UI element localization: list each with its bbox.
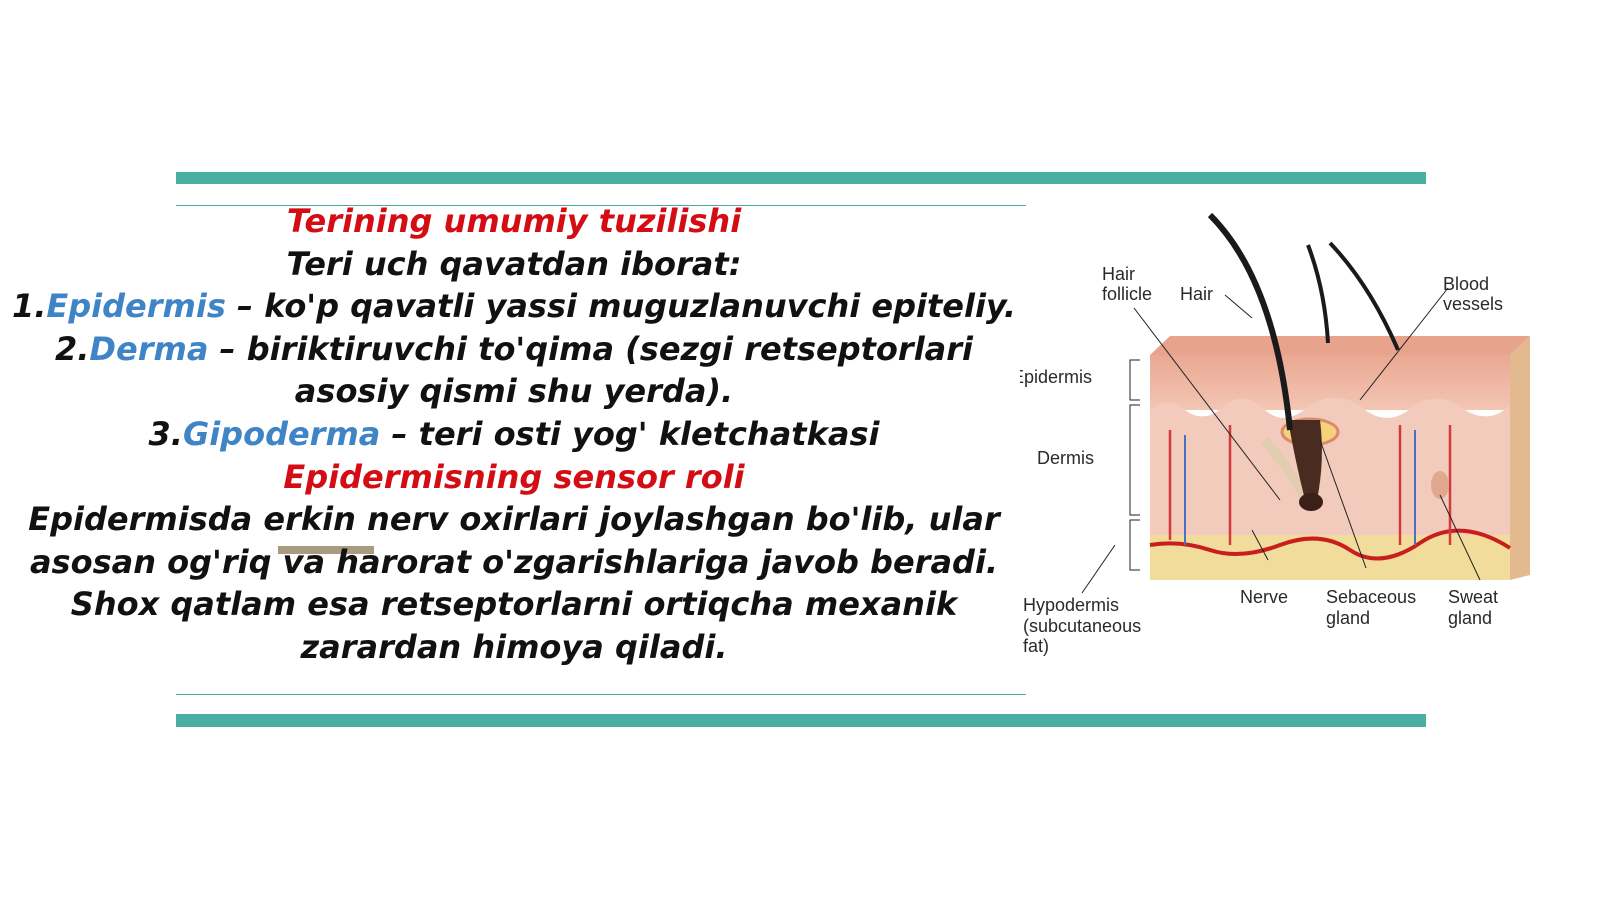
sweat-gland-shape [1431, 471, 1449, 499]
dermis-layer [1150, 398, 1510, 535]
bottom-accent-bar [176, 714, 1426, 727]
bottom-divider-line [176, 694, 1026, 695]
intro-line: Teri uch qavatdan iborat: [286, 244, 742, 283]
layer-item-epidermis [8, 285, 1020, 328]
label-epidermis: Epidermis [1020, 367, 1093, 387]
label-sweat-gland: Sweat gland [1448, 587, 1499, 628]
skin-diagram-svg [1020, 200, 1580, 680]
hair-bulb [1299, 493, 1323, 511]
slide-title: Terining umumiy tuzilishi [286, 202, 742, 240]
section-subtitle: Epidermisning sensor roli [283, 457, 745, 496]
layer-number: 2. [55, 329, 90, 368]
layer-item-derma [8, 328, 1020, 413]
slide-text [8, 200, 1020, 669]
body-paragraph: Epidermisda erkin nerv oxirlari joylashgan bo'lib, ular asosan og'riq va harorat o'zgarishlariga javob beradi. Shox qatlam esa retseptorlarni ortiqcha mexanik zarardan himoya qiladi. [28, 500, 1000, 666]
layer-description: – teri osti yog' kletchatkasi [380, 414, 880, 453]
label-hypodermis: Hypodermis (subcutaneous fat) [1023, 595, 1142, 656]
layer-term: Epidermis [46, 287, 226, 326]
hair-strand-2 [1308, 245, 1328, 343]
label-blood-vessels: Blood vessels [1443, 274, 1504, 314]
layer-term: Gipoderma [182, 414, 381, 453]
layer-description: – biriktiruvchi to'qima (sezgi retseptorlari asosiy qismi shu yerda). [208, 329, 973, 411]
label-sebaceous-gland: Sebaceous gland [1326, 587, 1417, 628]
label-hair-follicle: Hair follicle [1102, 264, 1153, 304]
layer-item-gipoderma [8, 413, 1020, 456]
label-dermis: Dermis [1037, 448, 1094, 468]
layer-number: 3. [148, 414, 183, 453]
layer-number: 1. [11, 287, 47, 326]
skin-side-face [1510, 336, 1530, 580]
top-accent-bar [176, 172, 1426, 184]
label-nerve: Nerve [1240, 587, 1289, 607]
layer-description: – ko'p qavatli yassi muguzlanuvchi epiteliy. [225, 287, 1016, 326]
hair-strand-3 [1330, 243, 1398, 350]
layer-term: Derma [89, 329, 209, 368]
skin-top-surface [1150, 336, 1530, 355]
label-hair: Hair [1180, 284, 1214, 304]
skin-structure-diagram [1020, 200, 1580, 680]
